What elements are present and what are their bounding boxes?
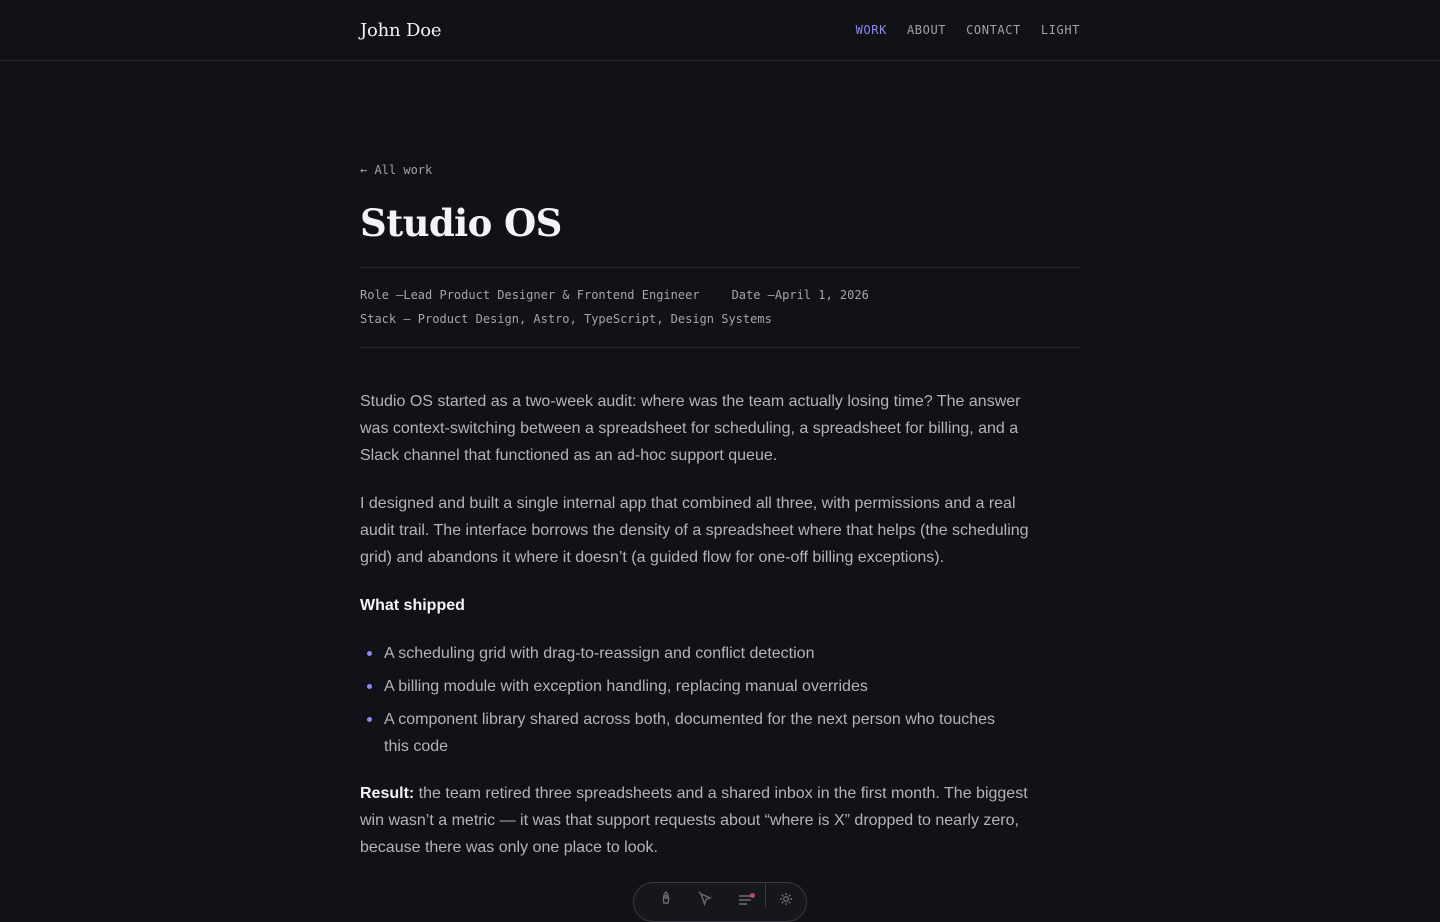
gear-icon[interactable] — [766, 891, 806, 911]
section-heading-what-shipped: What shipped — [360, 597, 465, 614]
intro-paragraph: Studio OS started as a two-week audit: where was the team actually losing time? The answer was context-switching between a spreadsheet for scheduling, a spreadsheet for billing, and a Slack channel that functioned as an ad-hoc support queue. — [360, 393, 1021, 464]
bullet-icon — [367, 717, 372, 722]
page-title: Studio OS — [360, 201, 562, 245]
case-study-body — [360, 388, 1040, 861]
rocket-icon[interactable] — [646, 891, 686, 911]
result-paragraph — [360, 780, 1040, 861]
meta-date: Date —April 1, 2026 — [731, 288, 869, 302]
meta-row-primary — [360, 283, 1080, 307]
case-study-content — [360, 161, 1080, 882]
list-item — [360, 706, 1010, 760]
shipped-list — [360, 640, 1040, 760]
project-meta — [360, 267, 1080, 348]
notification-dot-icon — [750, 893, 755, 898]
meta-stack: Stack — Product Design, Astro, TypeScript, Design Systems — [360, 312, 772, 326]
bullet-icon — [367, 651, 372, 656]
top-navigation-inner — [360, 0, 1080, 60]
list-item — [360, 673, 1010, 700]
nav-contact-link[interactable]: CONTACT — [966, 23, 1021, 37]
brand-logo-link[interactable]: John Doe — [360, 19, 442, 41]
main-nav — [856, 23, 1080, 37]
list-item-text: A billing module with exception handling, replacing manual overrides — [384, 678, 868, 695]
floating-dev-toolbar — [633, 882, 807, 922]
top-navigation-bar — [0, 0, 1440, 61]
result-text: the team retired three spreadsheets and a shared inbox in the first month. The biggest win wasn’t a metric — it was that support requests about “where is X” dropped to nearly zero, because there was only one place to look. — [360, 785, 1028, 856]
approach-paragraph: I designed and built a single internal app that combined all three, with permissions and a real audit trail. The interface borrows the density of a spreadsheet where that helps (the scheduling grid) and abandons it where it doesn’t (a guided flow for one-off billing exceptions). — [360, 495, 1029, 566]
nav-work-link[interactable]: WORK — [855, 23, 887, 37]
menu-icon[interactable] — [726, 891, 766, 911]
back-to-all-work-link[interactable]: ← All work — [360, 163, 433, 177]
meta-row-secondary — [360, 307, 1080, 331]
list-item-text: A component library shared across both, documented for the next person who touches this code — [384, 711, 996, 755]
list-item-text: A scheduling grid with drag-to-reassign and conflict detection — [384, 645, 815, 662]
meta-role: Role —Lead Product Designer & Frontend Engineer — [360, 288, 700, 302]
bullet-icon — [367, 684, 372, 689]
result-label: Result: — [360, 785, 415, 802]
theme-toggle-link[interactable]: LIGHT — [1040, 23, 1080, 37]
list-item — [360, 640, 1010, 667]
nav-about-link[interactable]: ABOUT — [906, 23, 947, 37]
cursor-icon[interactable] — [686, 891, 726, 911]
